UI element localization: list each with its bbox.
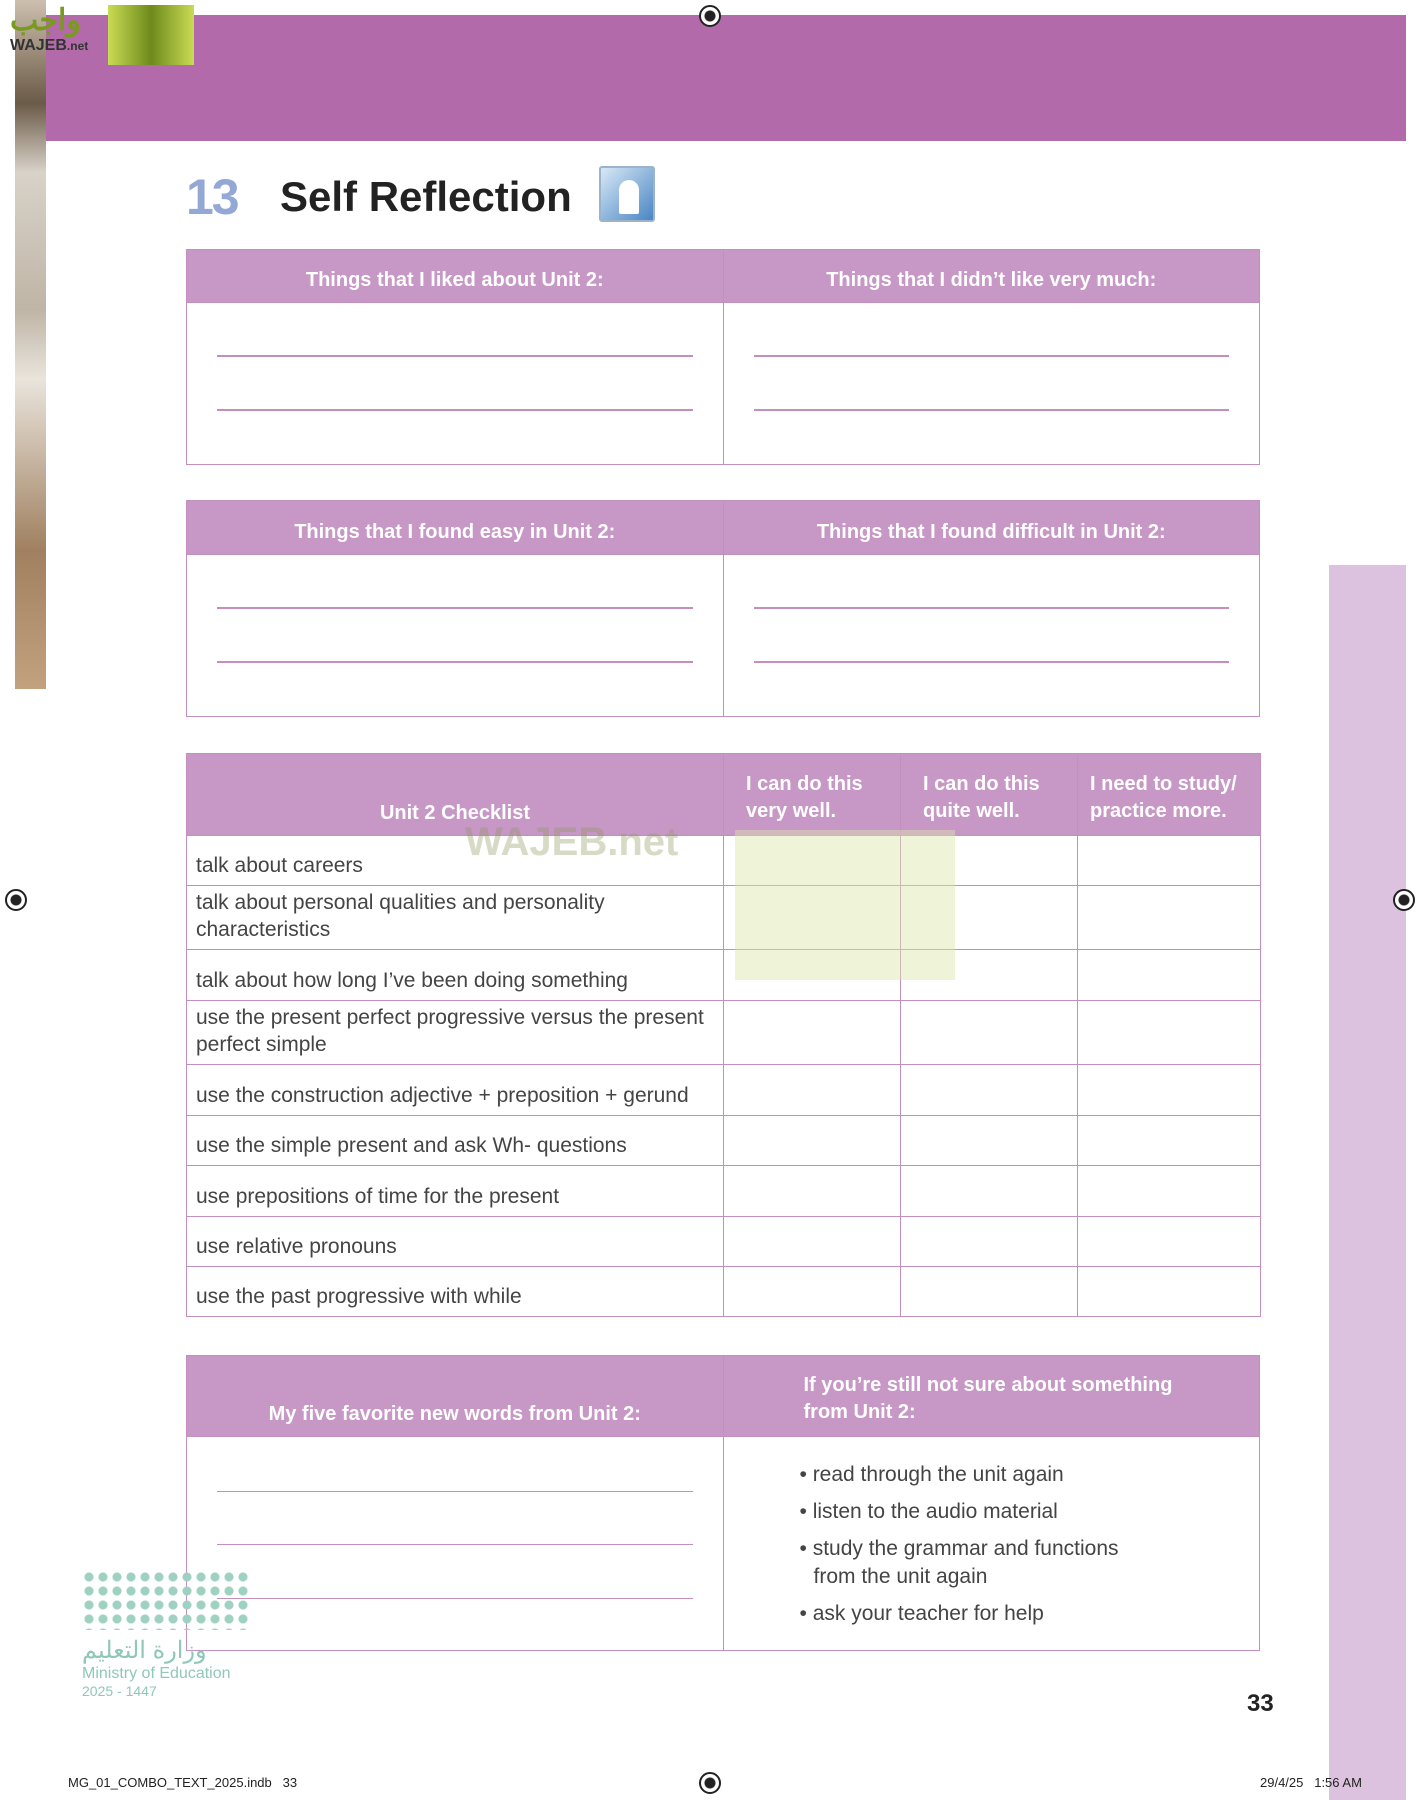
check-cell[interactable] <box>901 1001 1078 1065</box>
watermark-book-icon <box>735 830 955 980</box>
tip-item: • study the grammar and functions from the unit again <box>799 1537 1119 1588</box>
ministry-year: 2025 - 1447 <box>82 1683 157 1699</box>
ministry-arabic: وزارة التعليم <box>82 1637 207 1664</box>
check-cell[interactable] <box>724 1001 901 1065</box>
check-cell[interactable] <box>901 1116 1078 1166</box>
footer-file: MG_01_COMBO_TEXT_2025.indb 33 <box>68 1775 298 1790</box>
check-cell[interactable] <box>1078 1001 1261 1065</box>
check-cell[interactable] <box>1078 1116 1261 1166</box>
likes-table <box>186 249 1260 465</box>
likes-field[interactable] <box>187 303 724 465</box>
check-cell[interactable] <box>724 1116 901 1166</box>
col-very-well: I can do this very well. <box>724 754 901 836</box>
checklist-title: Unit 2 Checklist <box>187 754 724 836</box>
registration-mark-icon <box>1393 889 1415 911</box>
checklist-item: use the construction adjective + preposition + gerund <box>187 1065 724 1116</box>
ministry-dots-icon <box>82 1570 252 1630</box>
registration-mark-icon <box>5 889 27 911</box>
checklist-item: talk about personal qualities and personality characteristics <box>187 886 724 950</box>
check-cell[interactable] <box>901 1166 1078 1217</box>
easy-header: Things that I found easy in Unit 2: <box>187 501 724 555</box>
check-cell[interactable] <box>901 1065 1078 1116</box>
words-field[interactable] <box>187 1437 724 1651</box>
difficult-field[interactable] <box>723 555 1260 717</box>
difficult-header: Things that I found difficult in Unit 2: <box>723 501 1260 555</box>
unsure-header: If you’re still not sure about something from Unit 2: <box>723 1356 1260 1437</box>
checklist-item: use the simple present and ask Wh- questions <box>187 1116 724 1166</box>
watermark: WAJEB.net <box>465 820 679 864</box>
lesson-number: 13 <box>186 169 238 225</box>
registration-mark-icon <box>699 1772 721 1794</box>
checklist-table <box>186 753 1261 1317</box>
checklist-item: use the past progressive with while <box>187 1267 724 1317</box>
side-photo <box>15 0 46 689</box>
check-cell[interactable] <box>1078 1166 1261 1217</box>
checklist-item: talk about how long I’ve been doing something <box>187 950 724 1001</box>
checklist-item: use the present perfect progressive versus the present perfect simple <box>187 1001 724 1065</box>
side-strip <box>1329 565 1406 1800</box>
dislikes-field[interactable] <box>723 303 1260 465</box>
check-cell[interactable] <box>724 1267 901 1317</box>
checklist-item: talk about careers <box>187 836 724 886</box>
col-quite-well: I can do this quite well. <box>901 754 1078 836</box>
tip-item: • read through the unit again <box>799 1463 1064 1486</box>
top-banner <box>46 15 1406 141</box>
check-cell[interactable] <box>1078 836 1261 886</box>
check-cell[interactable] <box>901 1217 1078 1267</box>
check-cell[interactable] <box>724 1217 901 1267</box>
wajeb-logo: واجب WAJEB.net <box>10 5 190 65</box>
self-reflection-icon <box>599 166 655 222</box>
check-cell[interactable] <box>724 1065 901 1116</box>
tip-item: • ask your teacher for help <box>799 1602 1044 1625</box>
tips-list <box>724 1461 1260 1628</box>
easy-field[interactable] <box>187 555 724 717</box>
page-number: 33 <box>1247 1690 1274 1717</box>
page-title: Self Reflection <box>280 173 572 220</box>
dislikes-header: Things that I didn’t like very much: <box>723 250 1260 303</box>
footer-date: 29/4/25 1:56 AM <box>1260 1775 1362 1790</box>
ministry-logo <box>82 1570 252 1699</box>
words-table <box>186 1355 1260 1651</box>
tip-item: • listen to the audio material <box>799 1500 1058 1523</box>
checklist-item: use prepositions of time for the present <box>187 1166 724 1217</box>
words-header: My five favorite new words from Unit 2: <box>187 1356 724 1437</box>
checklist-item: use relative pronouns <box>187 1217 724 1267</box>
col-study-more: I need to study/ practice more. <box>1078 754 1261 836</box>
check-cell[interactable] <box>724 1166 901 1217</box>
likes-header: Things that I liked about Unit 2: <box>187 250 724 303</box>
check-cell[interactable] <box>901 1267 1078 1317</box>
check-cell[interactable] <box>1078 886 1261 950</box>
check-cell[interactable] <box>1078 1065 1261 1116</box>
ministry-english: Ministry of Education <box>82 1665 231 1682</box>
check-cell[interactable] <box>1078 1267 1261 1317</box>
check-cell[interactable] <box>1078 950 1261 1001</box>
easy-difficult-table <box>186 500 1260 717</box>
check-cell[interactable] <box>1078 1217 1261 1267</box>
registration-mark-icon <box>699 5 721 27</box>
